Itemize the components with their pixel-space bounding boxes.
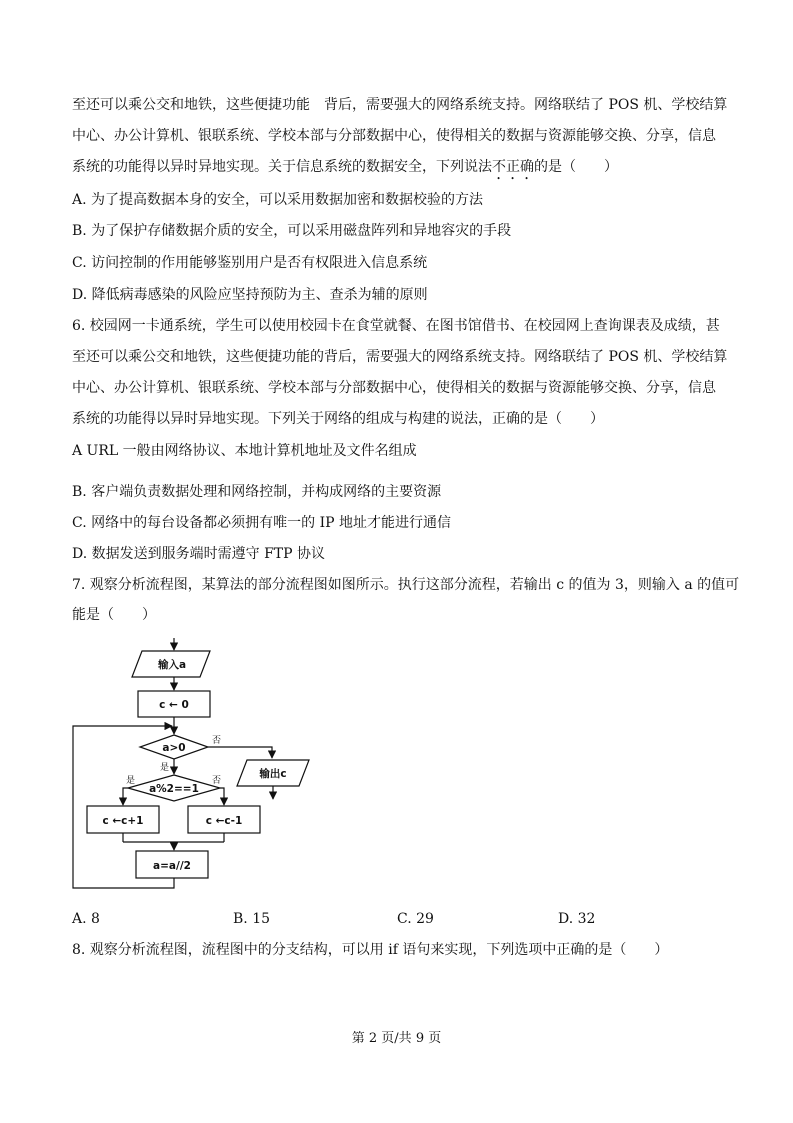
q5-option-a[interactable]: A. 为了提高数据本身的安全，可以采用数据加密和数据校验的方法	[72, 192, 484, 208]
q5-option-d[interactable]: D. 降低病毒感染的风险应坚持预防为主、查杀为辅的原则	[72, 287, 428, 303]
q6-option-b[interactable]: B. 客户端负责数据处理和网络控制，并构成网络的主要资源	[72, 484, 442, 500]
q5-emphasis: 不正确	[492, 159, 534, 175]
q7-choice-a[interactable]: A. 8	[72, 911, 100, 927]
q5-stem-line-3	[72, 157, 618, 183]
inc-label: c ←c+1	[102, 815, 144, 827]
q6-stem-line-2: 至还可以乘公交和地铁，这些便捷功能的背后，需要强大的网络系统支持。网络联结了 POS 机、学校结算	[72, 349, 728, 365]
update-label: a=a//2	[153, 860, 191, 872]
q6-stem-line-4: 系统的功能得以异时异地实现。下列关于网络的组成与构建的说法，正确的是（ ）	[72, 411, 604, 427]
q7-stem-line-1: 7. 观察分析流程图，某算法的部分流程图如图所示。执行这部分流程，若输出 c 的值为 3，则输入 a 的值可	[72, 577, 740, 593]
q7-stem-line-2: 能是（ ）	[72, 607, 156, 623]
page-footer: 第 2 页/共 9 页	[351, 1031, 442, 1046]
cond1-yes-label: 是	[160, 763, 170, 773]
q5-option-b[interactable]: B. 为了保护存储数据介质的安全，可以采用磁盘阵列和异地容灾的手段	[72, 223, 512, 239]
init-label: c ← 0	[159, 699, 189, 711]
q6-stem-line-1: 6. 校园网一卡通系统，学生可以使用校园卡在食堂就餐、在图书馆借书、在校园网上查询课表及成绩，甚	[72, 318, 720, 334]
cond2-no-label: 否	[212, 776, 222, 786]
q7-choice-b[interactable]: B. 15	[233, 911, 271, 927]
input-label: 输入a	[157, 659, 187, 671]
cond1-no-label: 否	[212, 736, 222, 746]
q5-option-c[interactable]: C. 访问控制的作用能够鉴别用户是否有权限进入信息系统	[72, 255, 428, 271]
flowchart	[60, 630, 330, 900]
cond2-label: a%2==1	[149, 783, 199, 795]
q6-stem-line-3: 中心、办公计算机、银联系统、学校本部与分部数据中心，使得相关的数据与资源能够交换、分享，信息	[72, 380, 716, 396]
q8-stem: 8. 观察分析流程图，流程图中的分支结构，可以用 if 语句来实现，下列选项中正确的是（ ）	[72, 942, 669, 958]
q7-choice-c[interactable]: C. 29	[397, 911, 434, 927]
output-label: 输出c	[259, 768, 287, 780]
q5-stem-line-1: 至还可以乘公交和地铁，这些便捷功能 背后，需要强大的网络系统支持。网络联结了 POS 机、学校结算	[72, 97, 728, 113]
cond1-label: a>0	[162, 742, 186, 754]
q5-stem-text: 系统的功能得以异时异地实现。关于信息系统的数据安全，下列说法	[72, 159, 492, 175]
q7-choice-d[interactable]: D. 32	[558, 911, 596, 927]
q6-option-d[interactable]: D. 数据发送到服务端时需遵守 FTP 协议	[72, 546, 325, 562]
q5-stem-line-2: 中心、办公计算机、银联系统、学校本部与分部数据中心，使得相关的数据与资源能够交换、分享，信息	[72, 128, 716, 144]
dec-label: c ←c-1	[205, 815, 243, 827]
q6-option-a[interactable]: A URL 一般由网络协议、本地计算机地址及文件名组成	[72, 443, 417, 459]
q5-stem-end: 的是（ ）	[534, 159, 618, 175]
q6-option-c[interactable]: C. 网络中的每台设备都必须拥有唯一的 IP 地址才能进行通信	[72, 515, 451, 531]
cond2-yes-label: 是	[126, 776, 136, 786]
